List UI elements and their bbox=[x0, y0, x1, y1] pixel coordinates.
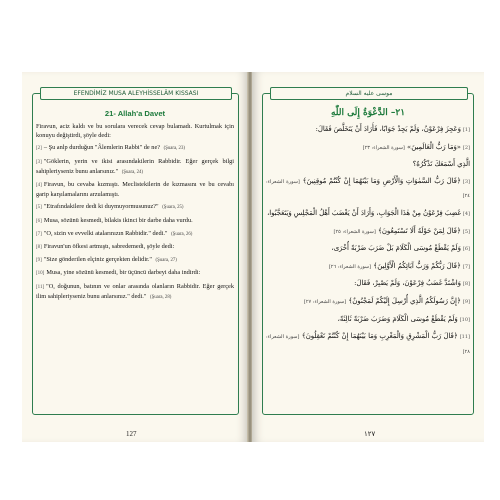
paragraph-text: Firavun'un öfkesi artmıştı, sabredemedi, şöyle dedi: bbox=[43, 243, 175, 251]
paragraph-number: [5] bbox=[462, 228, 470, 235]
verse-reference: (Şuara, 24) bbox=[121, 169, 144, 175]
page-number: ١٢٧ bbox=[364, 430, 376, 438]
verse-reference: (Şuara, 28) bbox=[150, 294, 172, 300]
verse-reference: [سورة الشعراء: ٢٧] bbox=[303, 298, 347, 305]
paragraph-text: "O, doğunun, batının ve onlar arasında olanların Rabbidir. Eğer gerçek ilim sahipleriyseniz bunu anlarsınız." dedi." bbox=[36, 282, 234, 300]
verse-reference: (Şuara, 27) bbox=[155, 258, 177, 264]
paragraph-text: ﴿قَالَ رَبُّ الْمَشْرِقِ وَالْمَغْرِبِ وَمَا بَيْنَهُمَا إِنْ كُنْتُمْ تَعْقِلُونَ﴾ bbox=[301, 332, 458, 341]
paragraph-number: [11] bbox=[459, 334, 470, 341]
verse-reference: (Şuara, 26) bbox=[171, 231, 193, 237]
paragraph bbox=[36, 143, 234, 153]
paragraph-list bbox=[36, 122, 234, 302]
paragraph bbox=[266, 242, 470, 257]
paragraph-number: [6] bbox=[462, 246, 470, 253]
paragraph-text: Musa, yine sözünü kesmedi, bir üçüncü darbeyi daha indirdi: bbox=[46, 269, 201, 277]
paragraph-number: [9] bbox=[36, 258, 42, 264]
section-title: ٢١– الدَّعْوَةُ إِلَى اللّٰهِ bbox=[330, 108, 406, 118]
paragraph-number: [5] bbox=[36, 205, 42, 211]
verse-reference: [سورة الشعراء: ٢٦] bbox=[328, 263, 372, 270]
running-header: موسى عليه السلام bbox=[270, 87, 468, 100]
paragraph-text: ﴿قَالَ رَبُّكُمْ وَرَبُّ آبَائِكُمُ الْأَوَّلِينَ﴾ bbox=[373, 261, 461, 270]
paragraph-number: [7] bbox=[36, 231, 42, 237]
paragraph bbox=[36, 122, 234, 140]
paragraph bbox=[266, 330, 470, 359]
paragraph bbox=[36, 202, 234, 212]
paragraph-number: [10] bbox=[459, 316, 470, 323]
paragraph-text: – Şu anlp durduğun "Âlemlerin Rabbi" de ne? bbox=[43, 144, 161, 152]
paragraph-text: وَلَمْ يَقْطَعْ مُوسَى الْكَلَامَ وَضَرَبَ ضَرْبَةً ثَالِثَةً، bbox=[337, 314, 458, 323]
paragraph-list bbox=[266, 123, 470, 359]
paragraph-number: [11] bbox=[36, 284, 45, 290]
page-text bbox=[36, 108, 234, 305]
verse-reference: [سورة الشعراء: ٢٤] bbox=[266, 178, 470, 200]
paragraph-text: وَاشْتَدَّ غَضَبُ فِرْعَوْنَ، وَلَمْ يَصْبِرْ، فَقَالَ: bbox=[354, 279, 461, 288]
paragraph-text: Firavun, aciz kaldı ve bu sorulara verecek cevap bulamadı. Kurtulmak için konuyu değiştirdi, şöyle dedi: bbox=[36, 123, 234, 140]
paragraph-number: [4] bbox=[36, 183, 42, 189]
paragraph-text: Musa, sözünü kesmedi, bilakis ikinci bir darbe daha vurdu. bbox=[43, 216, 193, 224]
paragraph-number: [2] bbox=[462, 144, 470, 151]
paragraph bbox=[266, 295, 470, 310]
paragraph-text: "Etrafındakilere dedi ki duymuyormusunuz?" bbox=[43, 203, 159, 211]
paragraph bbox=[36, 242, 234, 252]
paragraph-text: الَّذِي أَسْمَعَكَ تَذْكُرُهُ؟ bbox=[412, 160, 470, 169]
paragraph-number: [10] bbox=[36, 271, 45, 277]
paragraph bbox=[266, 260, 470, 275]
left-page bbox=[22, 72, 248, 442]
paragraph-text: «وَمَا رَبُّ الْعَالَمِينَ» bbox=[407, 142, 461, 151]
verse-reference: (Şuara, 23) bbox=[163, 146, 185, 152]
page-number: 127 bbox=[126, 430, 137, 438]
paragraph bbox=[36, 216, 234, 226]
paragraph bbox=[36, 180, 234, 199]
paragraph-text: غَضِبَ فِرْعَوْنُ مِنْ هٰذَا الْجَوَابِ، وَأَرَادَ أَنْ يَغْضَبَ أَهْلُ الْمَجْلِسِ وَيَتَعَجَّبُوا، bbox=[267, 208, 461, 217]
section-title: 21- Allah'a Davet bbox=[104, 109, 166, 118]
paragraph-text: "Size gönderilen elçiniz gerçekten delidir." bbox=[43, 256, 152, 264]
paragraph-number: [7] bbox=[462, 263, 470, 270]
paragraph bbox=[266, 207, 470, 222]
paragraph-number: [6] bbox=[36, 218, 42, 224]
paragraph-number: [8] bbox=[462, 281, 470, 288]
verse-reference: [سورة الشعراء: ٢٥] bbox=[333, 228, 376, 235]
paragraph bbox=[266, 277, 470, 292]
paragraph-text: وَعَجِزَ فِرْعَوْنُ، وَلَمْ يَجِدْ جَوَابًا، فَأَرَادَ أَنْ يَتَخَلَّصَ فَقَالَ: bbox=[315, 125, 461, 133]
paragraph bbox=[266, 123, 470, 138]
paragraph-number: [4] bbox=[462, 210, 470, 217]
paragraph-number: [1] bbox=[462, 127, 470, 133]
paragraph-text: "Göklerin, yerin ve ikisi arasındakilerin Rabbidir. Eğer gerçek bilgi sahipleriyseniz bunu anlarsınız." bbox=[36, 157, 234, 175]
paragraph bbox=[36, 282, 234, 302]
paragraph bbox=[36, 157, 234, 177]
paragraph-text: وَلَمْ يَقْطَعْ مُوسَى الْكَلَامَ بَلْ ضَرَبَ ضَرْبَةً أُخْرَى، bbox=[331, 244, 461, 253]
paragraph-number: [9] bbox=[462, 298, 470, 305]
paragraph-number: [8] bbox=[36, 245, 42, 251]
paragraph bbox=[266, 158, 470, 172]
paragraph-number: [3] bbox=[462, 178, 470, 185]
paragraph bbox=[36, 268, 234, 278]
paragraph-text: ﴿إِنَّ رَسُولَكُمُ الَّذِي أُرْسِلَ إِلَيْكُمْ لَمَجْنُونٌ﴾ bbox=[348, 296, 461, 305]
paragraph-text: ﴿قَالَ رَبُّ السَّمٰوَاتِ وَالْأَرْضِ وَمَا بَيْنَهُمَا إِنْ كُنْتُمْ مُوقِنِينَ﴾ bbox=[302, 176, 461, 185]
paragraph bbox=[266, 225, 470, 240]
paragraph bbox=[36, 255, 234, 265]
right-page bbox=[252, 72, 484, 442]
paragraph-text: ﴿قَالَ لِمَنْ حَوْلَهُ أَلَا تَسْتَمِعُونَ﴾ bbox=[377, 226, 461, 235]
page-text bbox=[266, 106, 470, 362]
verse-reference: [سورة الشعراء: ٢٣] bbox=[362, 144, 405, 151]
running-header: EFENDİMİZ MUSA ALEYHİSSELÂM KISSASI bbox=[40, 87, 232, 100]
open-book-spread bbox=[0, 72, 500, 442]
verse-reference: [سورة الشعراء: ٢٨] bbox=[266, 334, 470, 355]
paragraph bbox=[266, 141, 470, 156]
verse-reference: (Şuara, 25) bbox=[162, 205, 184, 211]
paragraph-text: "O, sizin ve evvelki atalarınızın Rabbidir." dedi." bbox=[43, 229, 168, 237]
paragraph bbox=[36, 229, 234, 239]
paragraph-number: [2] bbox=[36, 146, 42, 152]
paragraph bbox=[266, 175, 470, 204]
paragraph bbox=[266, 313, 470, 328]
paragraph-number: [3] bbox=[36, 159, 42, 165]
paragraph-text: Firavun, bu cevaba kızmıştı. Meclistekilerin de kızmasını ve bu cevabı garip karşılamalarını arzulamıştı. bbox=[36, 181, 234, 199]
